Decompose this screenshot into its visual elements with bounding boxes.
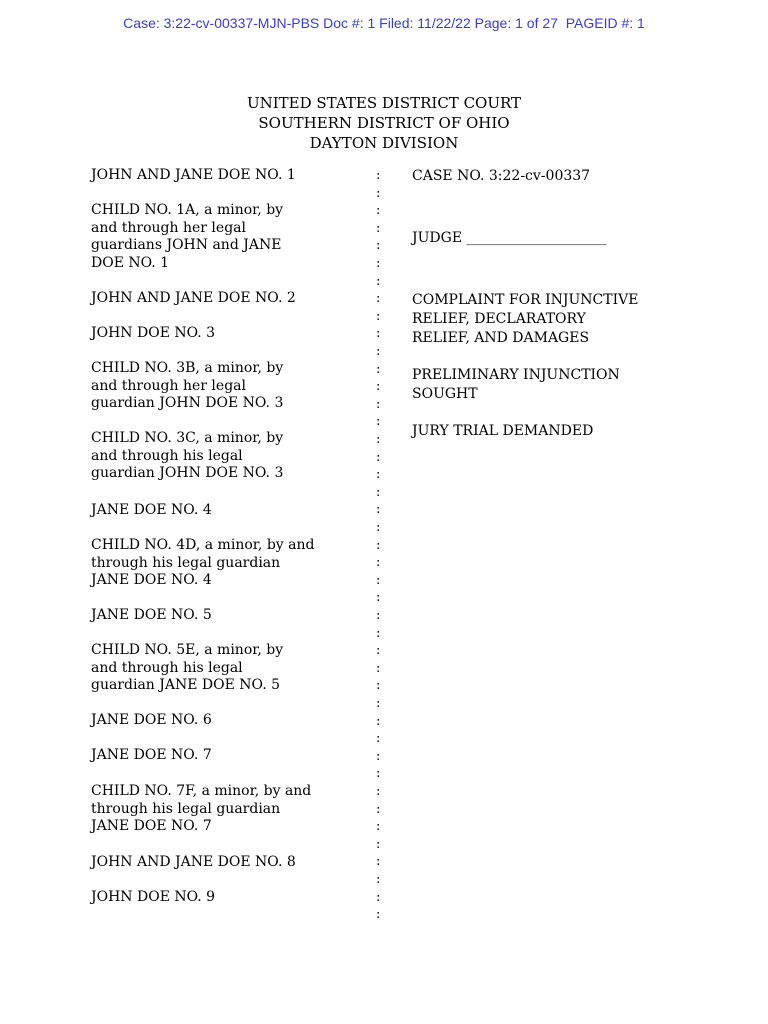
colon-mark: : [376,308,381,324]
court-district: SOUTHERN DISTRICT OF OHIO [258,114,510,132]
party-entry [91,747,366,765]
party-entry [91,537,366,590]
party-line: and through her legal [91,377,246,394]
colon-mark: : [376,555,381,571]
party-line: JOHN AND JANE DOE NO. 8 [91,854,296,870]
party-entry [91,712,366,730]
filing-header-stamp: Case: 3:22-cv-00337-MJN-PBS Doc #: 1 Filed: 11/22/22 Page: 1 of 27 PAGEID #: 1 [123,15,645,31]
colon-mark: : [376,449,381,465]
party-entry [91,642,366,695]
complaint-title-line: COMPLAINT FOR INJUNCTIVE [412,292,639,308]
colon-mark: : [376,801,381,817]
complaint-title-line: RELIEF, DECLARATORY [412,311,586,327]
colon-mark: : [376,396,381,412]
party-line: and through his legal [91,447,243,464]
party-line: JOHN AND JANE DOE NO. 2 [91,290,296,306]
party-line: JOHN AND JANE DOE NO. 1 [91,167,296,183]
injunction-notice [412,366,712,404]
jury-demand: JURY TRIAL DEMANDED [412,423,594,439]
party-line: CHILD NO. 7F, a minor, by and [91,783,312,799]
party-line: guardian JANE DOE NO. 5 [91,677,280,694]
colon-mark: : [376,537,381,553]
colon-mark: : [376,872,381,887]
colon-mark: : [376,220,381,236]
party-line: guardian JOHN DOE NO. 3 [91,395,284,412]
colon-mark: : [376,291,381,307]
colon-mark: : [376,836,381,852]
colon-mark: : [376,713,381,729]
colon-mark: : [376,819,381,835]
colon-mark: : [376,660,381,676]
colon-mark: : [376,696,381,711]
colon-mark: : [376,608,381,623]
colon-mark: : [376,889,381,905]
party-line: JANE DOE NO. 4 [91,572,212,589]
colon-mark: : [376,185,381,201]
party-line: and through his legal [91,659,243,676]
colon-mark: : [376,203,381,219]
party-entry [91,290,366,308]
colon-mark: : [376,502,381,518]
colon-mark: : [376,326,381,342]
party-line: JANE DOE NO. 6 [91,712,212,728]
party-line: CHILD NO. 3B, a minor, by [91,360,284,376]
colon-mark: : [376,748,381,764]
party-line: guardian JOHN DOE NO. 3 [91,465,284,482]
complaint-title-line: RELIEF, AND DAMAGES [412,330,590,346]
party-line: CHILD NO. 4D, a minor, by and [91,537,315,553]
judge-line: JUDGE ____________________ [412,230,607,246]
colon-mark: : [376,784,381,799]
colon-mark: : [376,344,381,359]
complaint-title [412,291,712,348]
colon-mark: : [376,168,381,183]
party-entry [91,430,366,483]
colon-mark: : [376,238,381,254]
party-entry [91,167,366,185]
party-line: JOHN DOE NO. 3 [91,325,216,341]
colon-mark: : [376,520,381,535]
party-line: through his legal guardian [91,800,281,817]
party-entry [91,889,366,907]
case-number: CASE NO. 3:22-cv-00337 [412,168,591,184]
colon-mark: : [376,625,381,641]
colon-mark: : [376,256,381,271]
party-entry [91,854,366,872]
colon-mark: : [376,414,381,430]
party-entry [91,360,366,413]
party-entry [91,502,366,520]
party-line: JANE DOE NO. 7 [91,818,212,835]
party-line: CHILD NO. 3C, a minor, by [91,430,284,446]
colon-mark: : [376,572,381,588]
party-line: through his legal guardian [91,554,281,571]
court-caption [0,93,768,153]
colon-mark: : [376,379,381,395]
party-line: CHILD NO. 5E, a minor, by [91,642,284,658]
party-line: JOHN DOE NO. 9 [91,889,216,905]
colon-mark: : [376,467,381,483]
injunction-line: PRELIMINARY INJUNCTION [412,367,620,383]
colon-mark: : [376,731,381,747]
party-line: JANE DOE NO. 7 [91,747,212,763]
court-name: UNITED STATES DISTRICT COURT [246,94,522,112]
colon-mark: : [376,361,381,377]
party-line: DOE NO. 1 [91,254,170,271]
colon-mark: : [376,766,381,782]
colon-mark: : [376,907,381,923]
colon-mark: : [376,678,381,694]
party-line: guardians JOHN and JANE [91,237,282,254]
party-entry [91,783,366,836]
party-entry [91,202,366,272]
colon-mark: : [376,484,381,500]
colon-mark: : [376,273,381,289]
party-line: and through her legal [91,219,246,236]
party-line: CHILD NO. 1A, a minor, by [91,202,284,218]
party-line: JANE DOE NO. 4 [91,502,212,518]
court-division: DAYTON DIVISION [309,134,459,152]
colon-mark: : [376,590,381,606]
party-line: JANE DOE NO. 5 [91,607,212,623]
colon-mark: : [376,643,381,659]
colon-mark: : [376,854,381,870]
injunction-line: SOUGHT [412,386,478,402]
colon-mark: : [376,432,381,447]
party-entry [91,325,366,343]
party-entry [91,607,366,625]
